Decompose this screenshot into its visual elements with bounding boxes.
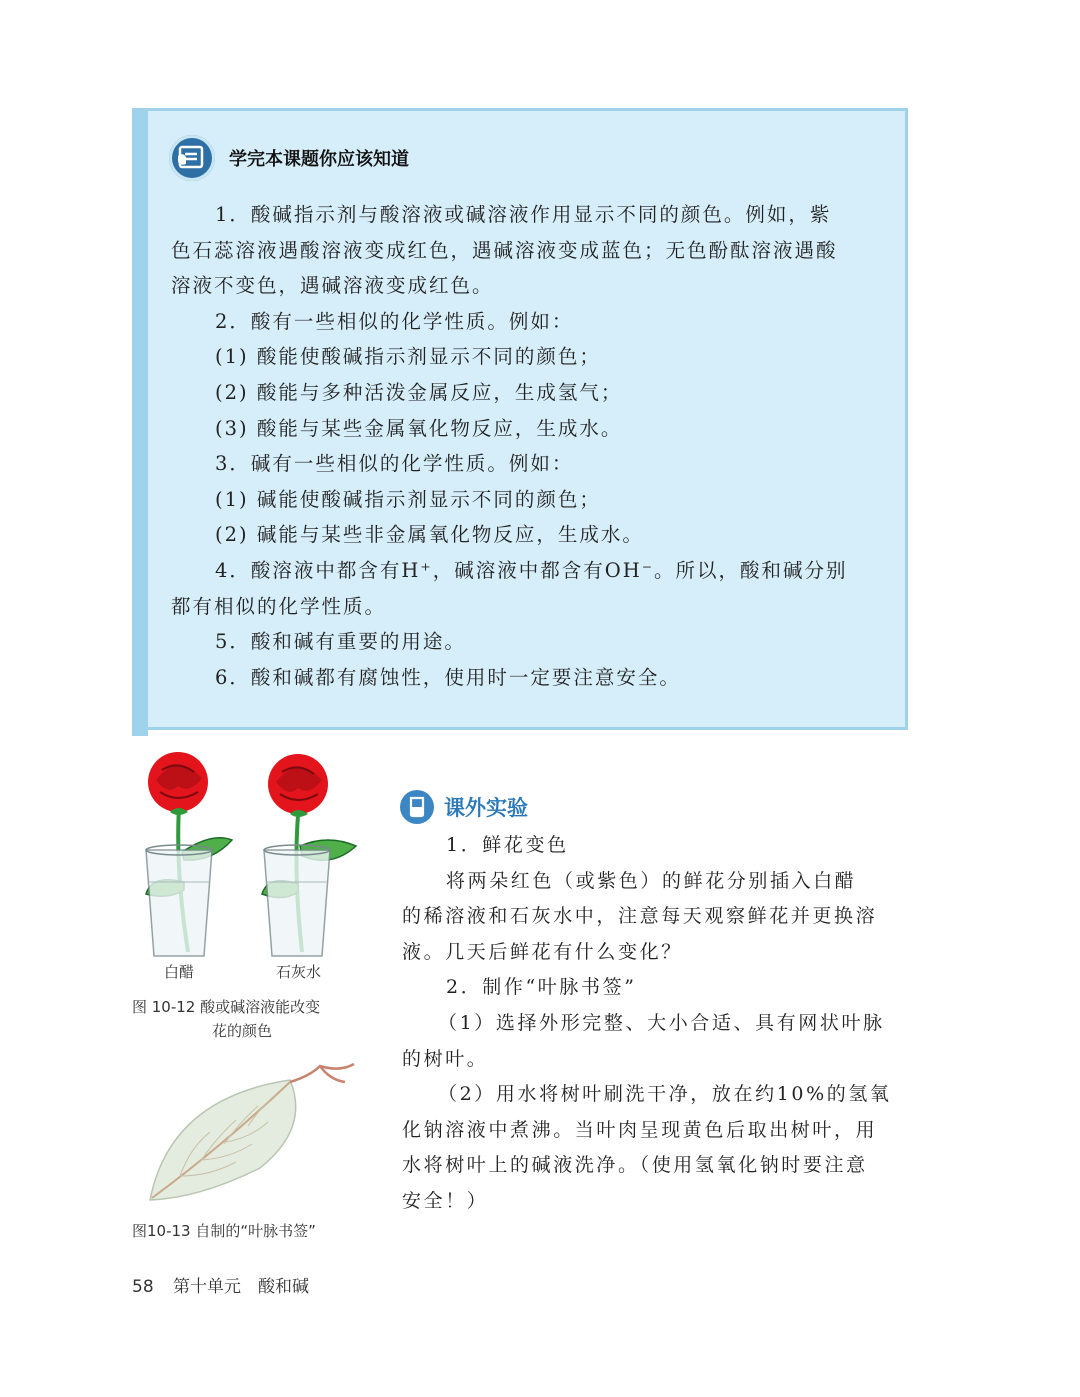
summary-line: 色石蕊溶液遇酸溶液变成红色，遇碱溶液变成蓝色；无色酚酞溶液遇酸 [171,238,838,262]
page-footer [132,1272,309,1297]
summary-line: (3) 酸能与某些金属氧化物反应，生成水。 [215,416,623,440]
experiment-line: 2．制作“叶脉书签” [446,976,637,999]
experiment-title: 课外实验 [444,796,528,820]
figure-caption-10-13: 图10-13 自制的“叶脉书签” [132,1222,316,1240]
summary-line: 4．酸溶液中都含有H⁺，碱溶液中都含有OH⁻。所以，酸和碱分别 [215,558,848,582]
experiment-line: 液。几天后鲜花有什么变化？ [402,940,683,963]
glass-right [264,845,330,956]
summary-title: 学完本课题你应该知道 [229,149,409,170]
page-number: 58 [132,1277,154,1297]
experiment-line: （1）选择外形完整、大小合适、具有网状叶脉 [438,1011,885,1034]
experiment-line: 的稀溶液和石灰水中，注意每天观察鲜花并更换溶 [402,905,878,928]
experiment-text [402,828,912,1220]
summary-line: 2．酸有一些相似的化学性质。例如： [215,309,574,333]
summary-line: (2) 酸能与多种活泼金属反应，生成氢气； [215,380,623,404]
experiment-header [400,790,528,824]
experiment-line: 1．鲜花变色 [446,834,569,856]
unit-title: 第十单元 酸和碱 [173,1277,310,1297]
summary-box [132,108,908,730]
summary-line: 1．酸碱指示剂与酸溶液或碱溶液作用显示不同的颜色。例如，紫 [215,203,832,226]
summary-line: 5．酸和碱有重要的用途。 [215,630,466,654]
summary-line: (1) 碱能使酸碱指示剂显示不同的颜色； [215,487,601,511]
summary-text [171,197,891,695]
experiment-line: 将两朵红色（或紫色）的鲜花分别插入白醋 [446,869,857,892]
experiment-line: 的树叶。 [402,1047,489,1070]
summary-line: 溶液不变色，遇碱溶液变成红色。 [171,274,494,298]
summary-line: 6．酸和碱都有腐蚀性，使用时一定要注意安全。 [215,665,681,689]
experiment-line: 安全！） [402,1189,489,1212]
book-hand-icon [169,135,215,181]
label-vinegar: 白醋 [164,963,195,981]
summary-line: (2) 碱能与某些非金属氧化物反应，生成水。 [215,523,644,547]
experiment-line: 化钠溶液中煮沸。当叶肉呈现黄色后取出树叶，用 [402,1118,878,1141]
summary-header [169,133,409,183]
summary-side-bar [132,108,148,736]
summary-line: 3．碱有一些相似的化学性质。例如： [215,452,574,476]
leaf-vein-bookmark-illustration [140,1058,380,1208]
summary-line: 都有相似的化学性质。 [171,594,387,618]
beaker-icon [400,790,434,824]
label-limewater: 石灰水 [276,963,322,981]
summary-line: (1) 酸能使酸碱指示剂显示不同的颜色； [215,345,601,369]
figure-caption-10-12-cont: 花的颜色 [212,1022,273,1040]
experiment-line: 水将树叶上的碱液洗净。（使用氢氧化钠时要注意 [402,1154,868,1177]
figure-caption-10-12: 图 10-12 酸或碱溶液能改变 [132,998,321,1016]
roses-in-glasses-illustration [132,742,382,982]
glass-left [146,845,212,956]
experiment-line: （2）用水将树叶刷洗干净，放在约10%的氢氧 [438,1083,892,1106]
